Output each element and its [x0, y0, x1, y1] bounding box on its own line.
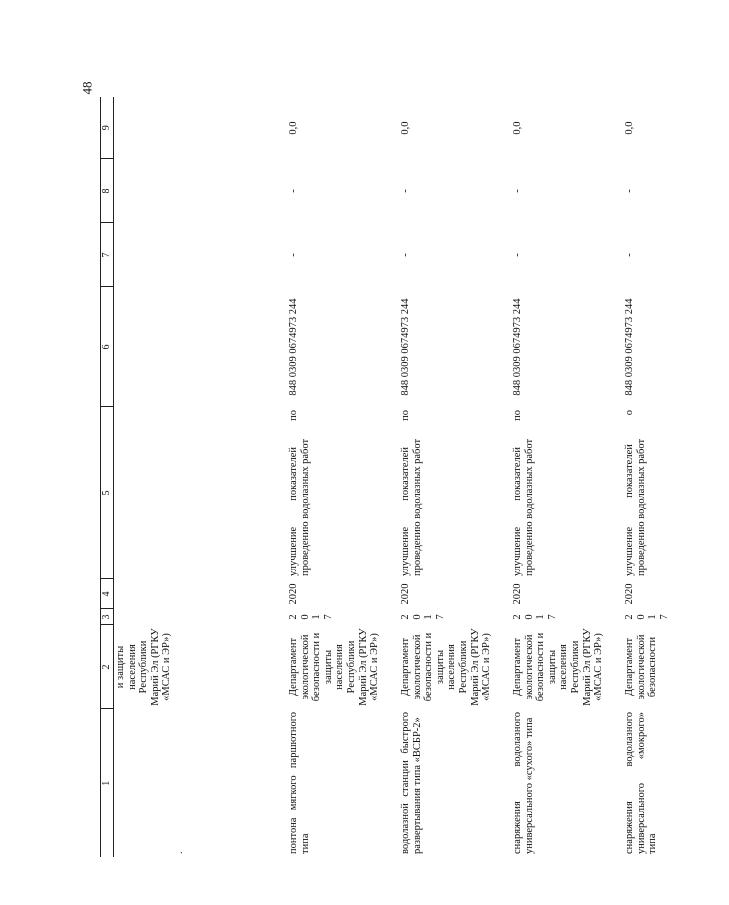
col8-cell: - — [512, 189, 523, 193]
column-header: 4 — [101, 579, 114, 609]
table-row — [114, 97, 288, 857]
table-row — [623, 97, 729, 857]
start-year-cell: 2017 — [288, 614, 334, 620]
activity-cell: снаряжения водолазного универсального «сухого» типа — [512, 712, 535, 854]
column-header: 3 — [101, 609, 114, 625]
column-header: 1 — [101, 709, 114, 857]
result-cell: улучшение показателей по проведению водолазных работ — [400, 410, 423, 576]
page-number: 48 — [79, 81, 95, 95]
col9-cell: 0,0 — [288, 121, 299, 135]
budget-code-cell: 848 0309 0674973 244 — [624, 298, 635, 396]
column-header: 7 — [101, 223, 114, 287]
col7-cell: - — [512, 253, 523, 257]
column-header: 8 — [101, 159, 114, 223]
column-header: 9 — [101, 97, 114, 159]
table-row — [287, 97, 399, 857]
table-row — [399, 97, 511, 857]
end-year-cell: 2020 — [624, 583, 635, 605]
column-header: 5 — [101, 407, 114, 579]
budget-code-cell: 848 0309 0674973 244 — [288, 298, 299, 396]
start-year-cell: 2017 — [400, 614, 446, 620]
col8-cell: - — [624, 189, 635, 193]
table-row — [511, 97, 623, 857]
result-cell: улучшение показателей по проведению водолазных работ — [512, 410, 535, 576]
column-header: 6 — [101, 287, 114, 407]
activity-cell: водолазной станции быстрого развертывания типа «ВСБР-2» — [400, 712, 423, 854]
col9-cell: 0,0 — [400, 121, 411, 135]
col8-cell: - — [288, 189, 299, 193]
start-year-cell — [114, 609, 288, 625]
budget-code-cell: 848 0309 0674973 244 — [512, 298, 523, 396]
result-cell: улучшение показателей о проведению водолазных работ — [624, 410, 647, 576]
end-year-cell: 2020 — [512, 583, 523, 605]
start-year-cell: 2017 — [624, 614, 670, 620]
col7-cell — [114, 223, 288, 287]
end-year-cell: 2020 — [400, 583, 411, 605]
end-year-cell: 2020 — [288, 583, 299, 605]
program-measures-table — [100, 97, 729, 857]
col8-cell: - — [400, 189, 411, 193]
activity-cell: . — [174, 851, 185, 854]
col7-cell: - — [288, 253, 299, 257]
budget-code-cell: 848 0309 0674973 244 — [400, 298, 411, 396]
col7-cell: - — [624, 253, 635, 257]
result-cell — [114, 407, 288, 579]
executor-cell: Департамент экологической безопасности — [624, 634, 659, 700]
col7-cell: - — [400, 253, 411, 257]
executor-cell: Департамент экологической безопасности и защиты населения Республики Марий Эл (РГКУ «МСАС и ЭР») — [400, 628, 493, 706]
executor-cell: Департамент экологической безопасности и защиты населения Республики Марий Эл (РГКУ «МСАС и ЭР») — [512, 628, 605, 706]
col8-cell — [114, 159, 288, 223]
activity-cell: понтона мягкого паршютного типа — [288, 712, 311, 854]
activity-cell: снаряжения водолазного универсального «мокрого» типа — [624, 712, 659, 854]
col9-cell — [114, 97, 288, 159]
col9-cell: 0,0 — [512, 121, 523, 135]
rotated-table-page — [100, 97, 670, 857]
executor-cell: Департамент экологической безопасности и защиты населения Республики Марий Эл (РГКУ «МСАС и ЭР») — [288, 628, 381, 706]
budget-code-cell — [114, 287, 288, 407]
end-year-cell — [114, 579, 288, 609]
executor-cell: и защиты населения Республики Марий Эл (РГКУ «МСАС и ЭР») — [115, 628, 173, 706]
column-number-row — [101, 97, 114, 857]
col9-cell: 0,0 — [624, 121, 635, 135]
start-year-cell: 2017 — [512, 614, 558, 620]
column-header: 2 — [101, 625, 114, 709]
result-cell: улучшение показателей по проведению водолазных работ — [288, 410, 311, 576]
